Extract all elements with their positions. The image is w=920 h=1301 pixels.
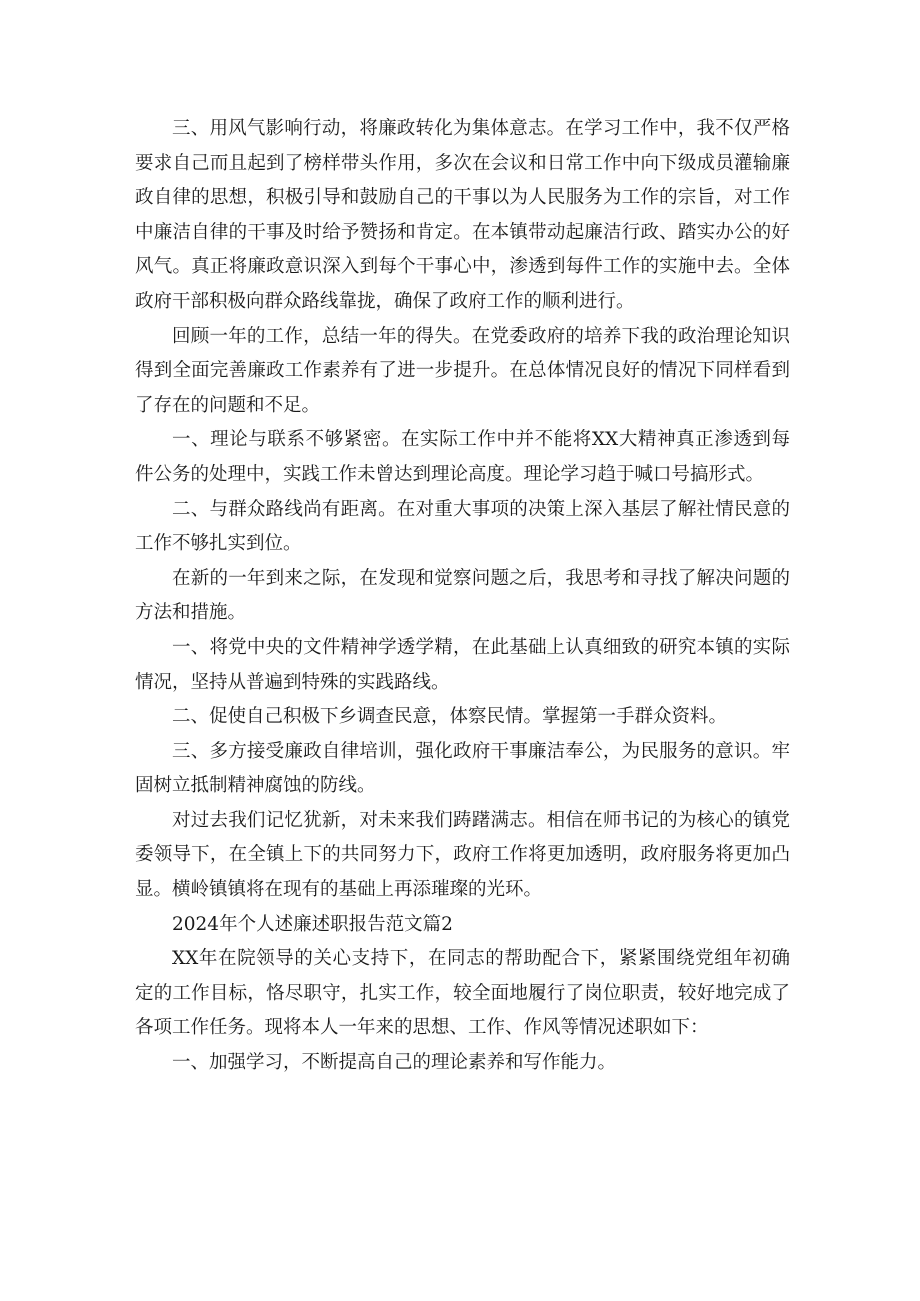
paragraph: 三、多方接受廉政自律培训，强化政府干事廉洁奉公，为民服务的意识。牢固树立抵制精神腐蚀的防线。 <box>135 740 790 797</box>
paragraph: 三、用风气影响行动，将廉政转化为集体意志。在学习工作中，我不仅严格要求自己而且起到了榜样带头作用，多次在会议和日常工作中向下级成员灌输廉政自律的思想，积极引导和鼓励自己的干事以为人民服务为工作的宗旨，对工作中廉洁自律的干事及时给予赞扬和肯定。在本镇带动起廉洁行政、踏实办公的好风气。真正将廉政意识深入到每个干事心中，渗透到每件工作的实施中去。全体政府干部积极向群众路线靠拢，确保了政府工作的顺利进行。 <box>135 118 790 312</box>
paragraph: 一、理论与联系不够紧密。在实际工作中并不能将XX大精神真正渗透到每件公务的处理中，实践工作未曾达到理论高度。理论学习趋于喊口号搞形式。 <box>135 429 790 485</box>
paragraph: 对过去我们记忆犹新，对未来我们踌躇满志。相信在师书记的为核心的镇党委领导下，在全镇上下的共同努力下，政府工作将更加透明，政府服务将更加凸显。横岭镇镇将在现有的基础上再添璀璨的光环。 <box>135 809 790 901</box>
paragraph: 二、与群众路线尚有距离。在对重大事项的决策上深入基层了解社情民意的工作不够扎实到位。 <box>135 498 790 555</box>
paragraph: XX年在院领导的关心支持下，在同志的帮助配合下，紧紧围绕党组年初确定的工作目标，恪尽职守，扎实工作，较全面地履行了岗位职责，较好地完成了各项工作任务。现将本人一年来的思想、工作、作风等情况述职如下： <box>135 948 790 1039</box>
paragraph: 一、加强学习，不断提高自己的理论素养和写作能力。 <box>172 1052 617 1074</box>
paragraph: 二、促使自己积极下乡调查民意，体察民情。掌握第一手群众资料。 <box>172 706 728 728</box>
document-body <box>135 112 790 1081</box>
section-title: 2024年个人述廉述职报告范文篇2 <box>172 913 453 935</box>
paragraph: 在新的一年到来之际，在发现和觉察问题之后，我思考和寻找了解决问题的方法和措施。 <box>135 567 790 624</box>
paragraph: 一、将党中央的文件精神学透学精，在此基础上认真细致的研究本镇的实际情况，坚持从普遍到特殊的实践路线。 <box>135 636 790 693</box>
paragraph: 回顾一年的工作，总结一年的得失。在党委政府的培养下我的政治理论知识得到全面完善廉政工作素养有了进一步提升。在总体情况良好的情况下同样看到了存在的问题和不足。 <box>135 325 790 416</box>
